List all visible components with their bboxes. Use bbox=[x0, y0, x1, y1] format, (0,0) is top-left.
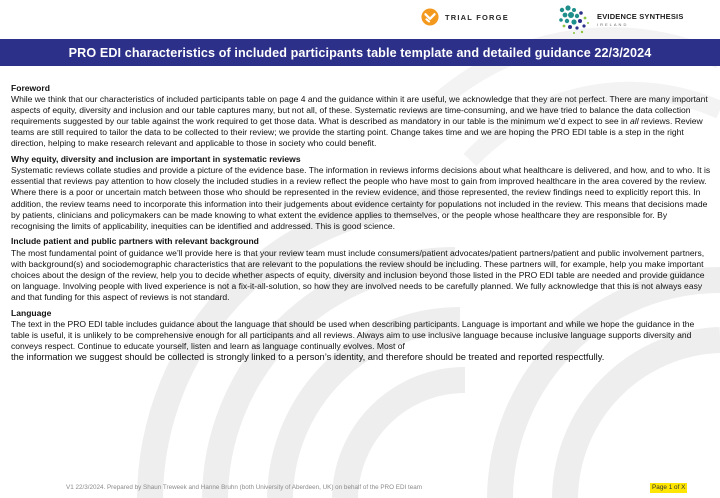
section-heading: Include patient and public partners with relevant background bbox=[11, 236, 259, 247]
page-title: PRO EDI characteristics of included participants table template and detailed guidance 22/3/2024 bbox=[68, 45, 652, 60]
section-why-edi bbox=[11, 154, 711, 232]
header bbox=[0, 0, 720, 38]
section-heading: Foreword bbox=[11, 83, 50, 93]
foreword-text-end: reviews. Review teams are still required to tailor the data to be collected to their review; we provide the starting point. Change takes time and we are hoping the PRO EDI table is a step in the right direction, helping to make research relevant and applicable to those in society who could benefit. bbox=[11, 116, 703, 149]
section-foreword bbox=[11, 83, 711, 150]
evidence-synthesis-logo-subtext: IRELAND bbox=[597, 21, 629, 27]
footer-credit: V1 22/3/2024. Prepared by Shaun Treweek and Hanne Bruhn (both University of Aberdeen, UK) on behalf of the PRO EDI team bbox=[66, 484, 422, 491]
document-body bbox=[11, 83, 711, 368]
section-paragraph bbox=[11, 94, 711, 149]
trial-forge-logo-icon bbox=[421, 8, 439, 26]
foreword-emphasis: all bbox=[630, 116, 639, 127]
evidence-synthesis-dots-icon bbox=[557, 4, 593, 36]
section-paragraph: The text in the PRO EDI table includes guidance about the language that should be used when describing participants. Language is important and while we hope the guidance in the table is useful, it is unlikely to be comprehensive enough for all participants and all reviews. Always aim to use inclusive language because inclusive language supports diversity and conveys respect. Continue to educate yourself, listen and learn as language continually evolves. Most of bbox=[11, 318, 695, 351]
section-heading: Language bbox=[11, 307, 52, 318]
evidence-synthesis-logo bbox=[557, 3, 717, 37]
section-paragraph: The most fundamental point of guidance we’ll provide here is that your review team must include consumers/patient advocates/patient partners/patient and public involvement partners, with background(s) and sociodemographic characteristics that are relevant to the populations the review should be including. These partners will, for example, help you make important choices about the design of the review, help you to decide whether aspects of equity, diversity and inclusion beyond those listed in the PRO EDI table are needed and provide guidance on language. Involving people with lived experience is not a fix-it-all-solution, so how they are involved needs to be carefully planned. We fully acknowledge that this is not always easy and that funding for this aspect of reviews is not standard. bbox=[11, 247, 705, 302]
section-language bbox=[11, 308, 711, 364]
title-bar bbox=[0, 39, 720, 66]
foreword-text-start: While we think that our characteristics of included participants table on page 4 and the guidance within it are useful, we acknowledge that they are not perfect. There are many important aspects of equity, diversity and inclusion and our table captures many, but not all, of these. Systematic reviews are time-consuming, and we have tried to balance the data collection requirements suggested by our table against the work required to get those data. What is described as mandatory in our table is the minimum we’d expect to see in bbox=[11, 94, 708, 127]
evidence-synthesis-logo-text: EVIDENCE SYNTHESIS bbox=[597, 12, 684, 22]
trial-forge-logo bbox=[421, 4, 511, 30]
footer bbox=[0, 484, 720, 496]
section-heading: Why equity, diversity and inclusion are important in systematic reviews bbox=[11, 154, 301, 165]
trial-forge-logo-text: TRIAL FORGE bbox=[445, 12, 509, 22]
page-number-badge: Page 1 of X bbox=[652, 484, 686, 491]
section-paragraph: Systematic reviews collate studies and provide a picture of the evidence base. The information in reviews informs decisions about what healthcare is delivered, and how, and to who. It is essential that reviews pay attention to how closely the included studies in a review reflect the people who have most to gain from improved healthcare in the area covered by the review. Where there is a poor or uncertain match between those who should be represented in the review evidence, and those represented, the review findings need to explicitly report this. In addition, the review teams need to incorporate this information into their judgements about evidence certainty for populations not included in the review. This means that decisions made by patients, clinicians and policymakers can be made knowing to what extent the evidence applies to themselves, or the people whose healthcare they are responsible for. By recognising the limits of applicability, inequities can be identified and addressed. This is good science. bbox=[11, 165, 711, 231]
section-include-partners bbox=[11, 236, 711, 303]
section-paragraph-tail: the information we suggest should be collected is strongly linked to a person’s identity, and therefore should be treated and reported respectfully. bbox=[11, 351, 605, 362]
